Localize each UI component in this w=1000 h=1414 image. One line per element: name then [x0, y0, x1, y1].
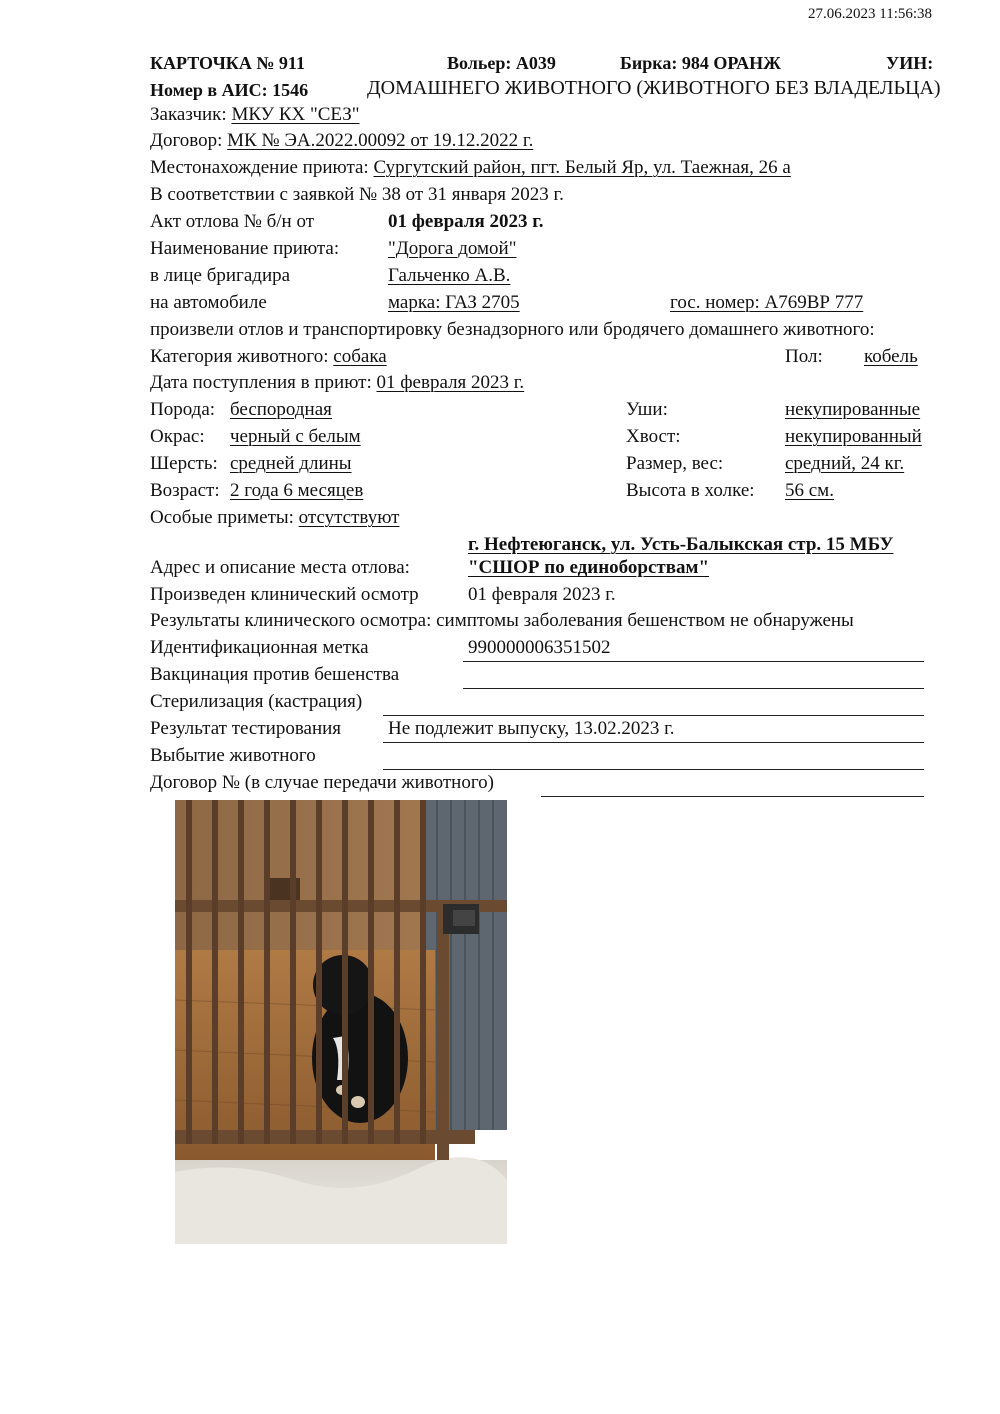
- special-marks-value: отсутствуют: [298, 507, 400, 528]
- vehicle-brand: марка: ГАЗ 2705: [388, 292, 520, 313]
- test-result-label: Результат тестирования: [150, 718, 342, 739]
- transfer-contract-line: [541, 796, 924, 797]
- customer-row: [150, 104, 360, 126]
- shelter-location-row: [150, 157, 791, 179]
- customer-label: Заказчик:: [150, 104, 227, 125]
- special-marks-row: [150, 507, 399, 529]
- height-value: 56 см.: [785, 480, 834, 501]
- coat-label: Шерсть:: [150, 453, 218, 474]
- capture-act-date: 01 февраля 2023 г.: [388, 211, 544, 232]
- color-value: черный с белым: [230, 426, 361, 447]
- breed-label: Порода:: [150, 399, 216, 420]
- exam-results-row: [150, 610, 854, 632]
- capture-act-label: Акт отлова № б/н от: [150, 211, 315, 232]
- special-marks-label: Особые приметы:: [150, 507, 294, 528]
- breed-value: беспородная: [230, 399, 332, 420]
- contract-label: Договор:: [150, 130, 223, 151]
- departure-line: [383, 769, 924, 770]
- animal-photo: [175, 800, 507, 1244]
- size-label: Размер, вес:: [626, 453, 724, 474]
- clinical-exam-date: 01 февраля 2023 г.: [468, 584, 616, 605]
- category-label: Категория животного:: [150, 346, 329, 367]
- age-value: 2 года 6 месяцев: [230, 480, 364, 501]
- sterilization-label: Стерилизация (кастрация): [150, 691, 363, 712]
- shelter-name-value: "Дорога домой": [388, 238, 517, 259]
- arrival-label: Дата поступления в приют:: [150, 372, 372, 393]
- sex-label: Пол:: [785, 346, 823, 367]
- color-label: Окрас:: [150, 426, 205, 447]
- card-number: КАРТОЧКА № 911: [150, 53, 305, 73]
- capture-place-line1: г. Нефтеюганск, ул. Усть-Балыкская стр. 15 МБУ: [468, 534, 894, 555]
- arrival-value: 01 февраля 2023 г.: [376, 372, 525, 393]
- document-title: ДОМАШНЕГО ЖИВОТНОГО (ЖИВОТНОГО БЕЗ ВЛАДЕЛЬЦА): [367, 77, 941, 99]
- tail-label: Хвост:: [626, 426, 681, 447]
- shelter-location-value: Сургутский район, пгт. Белый Яр, ул. Таежная, 26 а: [373, 157, 791, 178]
- enclosure-number: Вольер: А039: [447, 53, 556, 73]
- test-result-value: Не подлежит выпуску, 13.02.2023 г.: [388, 718, 675, 739]
- sex-value: кобель: [864, 346, 918, 367]
- id-tag-label: Идентификационная метка: [150, 637, 369, 658]
- category-value: собака: [333, 346, 387, 367]
- coat-value: средней длины: [230, 453, 352, 474]
- print-timestamp: 27.06.2023 11:56:38: [808, 6, 933, 22]
- vaccination-label: Вакцинация против бешенства: [150, 664, 400, 685]
- id-tag-value: 990000006351502: [468, 637, 611, 658]
- statement-line: произвели отлов и транспортировку безнадзорного или бродячего домашнего животного:: [150, 319, 875, 340]
- sterilization-line: [383, 715, 924, 716]
- tag-number: Бирка: 984 ОРАНЖ: [620, 53, 781, 73]
- uin-label: УИН:: [886, 53, 934, 73]
- transfer-contract-label: Договор № (в случае передачи животного): [150, 772, 494, 793]
- capture-place-label: Адрес и описание места отлова:: [150, 557, 410, 578]
- vehicle-label: на автомобиле: [150, 292, 267, 313]
- ears-label: Уши:: [626, 399, 668, 420]
- capture-place-line2: "СШОР по единоборствам": [468, 557, 709, 578]
- contract-row: [150, 130, 533, 152]
- category-row: [150, 346, 387, 368]
- departure-label: Выбытие животного: [150, 745, 316, 766]
- shelter-location-label: Местонахождение приюта:: [150, 157, 369, 178]
- tail-value: некупированный: [785, 426, 922, 447]
- request-line: В соответствии с заявкой № 38 от 31 января 2023 г.: [150, 184, 564, 205]
- contract-value: МК № ЭА.2022.00092 от 19.12.2022 г.: [227, 130, 534, 151]
- exam-results-label: Результаты клинического осмотра:: [150, 610, 432, 631]
- height-label: Высота в холке:: [626, 480, 755, 501]
- id-tag-line: [463, 661, 924, 662]
- ais-number: Номер в АИС: 1546: [150, 80, 309, 100]
- clinical-exam-label: Произведен клинический осмотр: [150, 584, 419, 605]
- vehicle-plate: гос. номер: А769ВР 777: [670, 292, 864, 313]
- test-result-line: [383, 742, 924, 743]
- vaccination-line: [463, 688, 924, 689]
- size-value: средний, 24 кг.: [785, 453, 905, 474]
- customer-value: МКУ КХ "СЕЗ": [231, 104, 360, 125]
- age-label: Возраст:: [150, 480, 220, 501]
- arrival-row: [150, 372, 524, 394]
- foreman-label: в лице бригадира: [150, 265, 291, 286]
- foreman-value: Гальченко А.В.: [388, 265, 511, 286]
- exam-results-value: симптомы заболевания бешенством не обнаружены: [436, 610, 854, 631]
- shelter-name-label: Наименование приюта:: [150, 238, 340, 259]
- ears-value: некупированные: [785, 399, 921, 420]
